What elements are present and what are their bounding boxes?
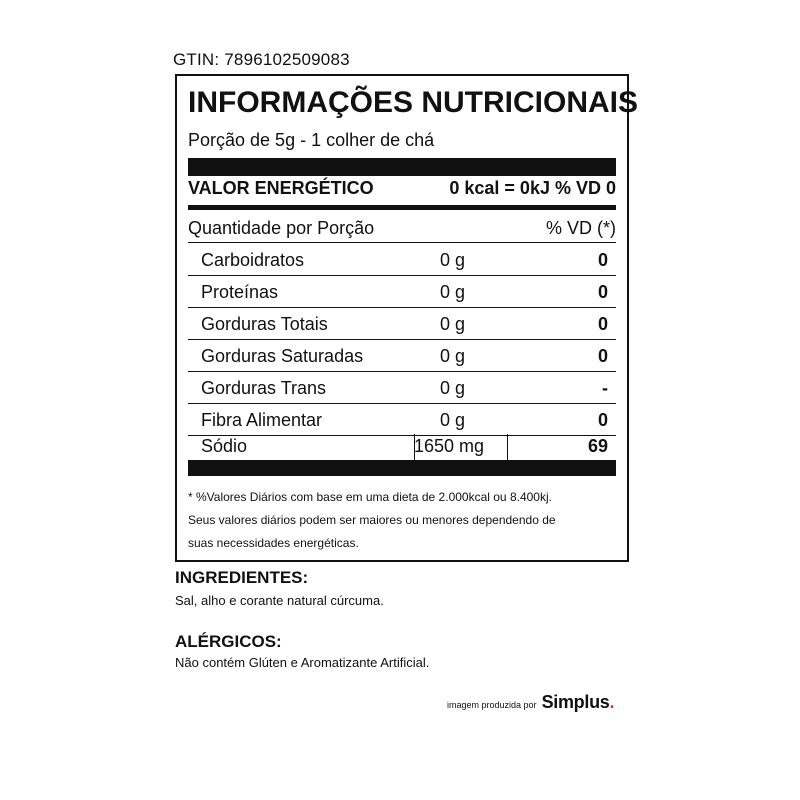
top-black-bar — [188, 158, 616, 176]
allergens-text: Não contém Glúten e Aromatizante Artificial. — [175, 655, 430, 670]
nutrient-amount: 0 g — [440, 410, 466, 430]
ingredients-title: INGREDIENTES: — [175, 568, 309, 587]
nutrition-facts-table — [175, 74, 638, 562]
nutrient-amount: 0 g — [440, 282, 466, 302]
vd-header: % VD (*) — [545, 218, 616, 238]
nutrient-vd: 69 — [587, 436, 608, 456]
credit-prefix: imagem produzida por — [447, 700, 537, 710]
nutrient-name: Gorduras Saturadas — [201, 346, 364, 366]
nutrient-row-carboidratos — [188, 243, 616, 276]
simplus-logo: Simplus — [541, 692, 610, 712]
footnote-line: * %Valores Diários com base em uma dieta de 2.000kcal ou 8.400kj. — [188, 490, 552, 504]
gtin-code: GTIN: 7896102509083 — [173, 50, 350, 69]
footnote-line: suas necessidades energéticas. — [188, 536, 359, 550]
nutrient-row-gorduras-trans — [188, 371, 616, 404]
thick-divider — [188, 205, 616, 210]
nutrient-row-gorduras-totais — [188, 307, 616, 340]
nutrient-row-fibra-alimentar — [188, 403, 616, 436]
nutrient-vd: 0 — [597, 314, 608, 334]
nutrition-title: INFORMAÇÕES NUTRICIONAIS — [188, 86, 638, 119]
nutrient-name: Proteínas — [201, 282, 279, 302]
nutrient-amount: 1650 mg — [414, 436, 485, 456]
nutrient-name: Carboidratos — [201, 250, 305, 270]
nutrient-name: Fibra Alimentar — [201, 410, 323, 430]
energy-value: 0 kcal = 0kJ % VD 0 — [449, 178, 616, 198]
nutrient-name: Sódio — [201, 436, 248, 456]
nutrient-row-sodio — [188, 434, 616, 460]
nutrient-amount: 0 g — [440, 346, 466, 366]
allergens-title: ALÉRGICOS: — [175, 632, 282, 651]
nutrient-amount: 0 g — [440, 250, 466, 270]
serving-size: Porção de 5g - 1 colher de chá — [188, 130, 435, 150]
nutrient-amount: 0 g — [440, 314, 466, 334]
energy-label: VALOR ENERGÉTICO — [188, 178, 374, 198]
footnote — [188, 486, 628, 555]
nutrient-vd: - — [602, 378, 608, 398]
ingredients-text: Sal, alho e corante natural cúrcuma. — [175, 593, 384, 608]
nutrient-vd: 0 — [597, 346, 608, 366]
simplus-logo-dot: . — [609, 692, 615, 712]
image-credit — [447, 692, 615, 713]
nutrient-vd: 0 — [597, 282, 608, 302]
nutrient-name: Gorduras Totais — [201, 314, 328, 334]
nutrient-name: Gorduras Trans — [201, 378, 327, 398]
nutrient-amount: 0 g — [440, 378, 466, 398]
footnote-line: Seus valores diários podem ser maiores ou menores dependendo de — [188, 513, 556, 527]
nutrient-row-proteinas — [188, 275, 616, 308]
nutrient-vd: 0 — [597, 250, 608, 270]
quantity-header: Quantidade por Porção — [188, 218, 375, 238]
column-separator — [507, 434, 508, 460]
bottom-black-bar — [188, 460, 616, 476]
nutrient-row-gorduras-saturadas — [188, 339, 616, 372]
nutrient-vd: 0 — [597, 410, 608, 430]
